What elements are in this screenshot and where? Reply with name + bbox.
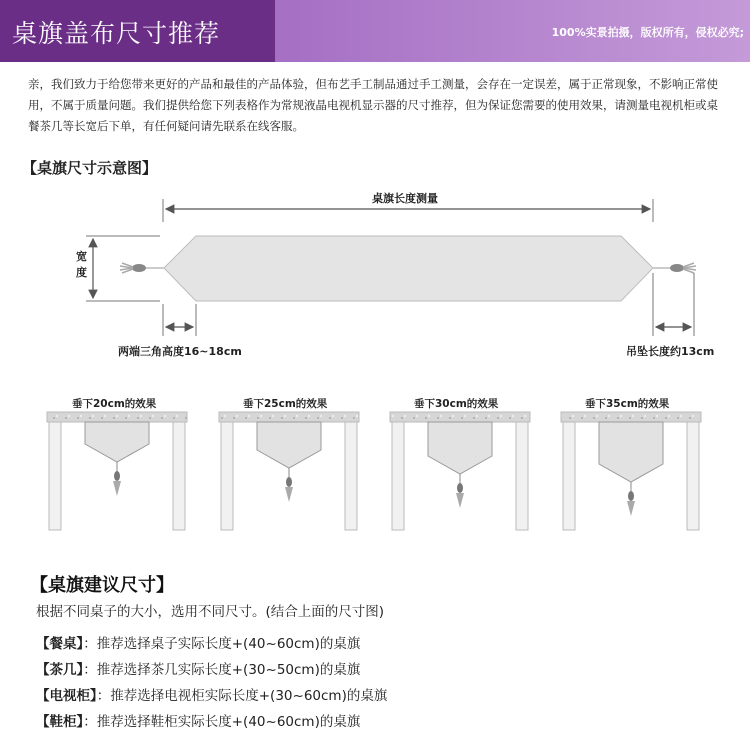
- width-label-1: 宽: [76, 250, 87, 263]
- runner-drop: [428, 422, 492, 474]
- recommend-item-name: 【茶几】: [36, 662, 84, 678]
- table-leg-right: [516, 422, 528, 530]
- pendant-bead: [628, 491, 634, 501]
- recommend-item-text: ：推荐选择电视柜实际长度+(30~60cm)的桌旗: [96, 688, 388, 704]
- table-runner-shape: [164, 236, 653, 301]
- table-leg-right: [173, 422, 185, 530]
- drop-label-25: 垂下25cm的效果: [243, 398, 328, 410]
- tassel-left: [120, 263, 164, 273]
- header-title-block: [0, 0, 275, 62]
- pendant-bead: [286, 477, 292, 487]
- triangle-label: 两端三角高度16~18cm: [118, 345, 242, 358]
- copyright-note: 100%实景拍摄，版权所有，侵权必究;: [551, 26, 744, 39]
- table-leg-left: [221, 422, 233, 530]
- recommend-item-dining: [36, 632, 360, 652]
- recommend-item-shoe-cabinet: [36, 710, 360, 730]
- pendant-tassel: [627, 501, 635, 516]
- pendant-tassel: [456, 493, 464, 508]
- runner-drop: [257, 422, 321, 468]
- runner-drop: [85, 422, 149, 462]
- runner-drop: [599, 422, 663, 482]
- recommend-title: 【桌旗建议尺寸】: [30, 575, 174, 596]
- recommend-item-name: 【餐桌】: [36, 636, 84, 652]
- pendant-tassel: [285, 487, 293, 502]
- table-leg-left: [392, 422, 404, 530]
- recommend-item-text: ：推荐选择鞋柜实际长度+(40~60cm)的桌旗: [83, 714, 361, 730]
- recommend-item-name: 【鞋柜】: [36, 714, 84, 730]
- width-label-2: 度: [76, 266, 87, 279]
- table-leg-left: [49, 422, 61, 530]
- recommend-item-coffee-table: [36, 658, 360, 678]
- drop-label-35: 垂下35cm的效果: [585, 398, 670, 410]
- table-leg-right: [345, 422, 357, 530]
- table-top: [390, 412, 530, 422]
- drop-label-20: 垂下20cm的效果: [72, 398, 157, 410]
- drop-label-30: 垂下30cm的效果: [414, 398, 499, 410]
- recommend-item-text: ：推荐选择茶几实际长度+(30~50cm)的桌旗: [83, 662, 361, 678]
- intro-paragraph: 亲，我们致力于给您带来更好的产品和最佳的产品体验，但布艺手工制品通过手工测量，会存在一定误差，属于正常现象，不影响正常使用，不属于质量问题。我们提供给您下列表格作为常规液晶电视机显示器的尺寸推荐，但为保证您需要的使用效果，请测量电视机柜或桌餐茶几等长宽后下单，有任何疑问请先联系在线客服。: [28, 77, 718, 133]
- recommend-item-tv-cabinet: [36, 684, 387, 704]
- recommend-item-name: 【电视柜】: [36, 688, 97, 704]
- pendant-label: 吊坠长度约13cm: [626, 345, 715, 358]
- recommend-subtitle: 根据不同桌子的大小，选用不同尺寸。(结合上面的尺寸图): [36, 604, 385, 620]
- table-leg-right: [687, 422, 699, 530]
- recommend-item-text: ：推荐选择桌子实际长度+(40~60cm)的桌旗: [83, 636, 361, 652]
- pendant-bead: [457, 483, 463, 493]
- table-top: [219, 412, 359, 422]
- pendant-tassel: [113, 481, 121, 496]
- header-note-block: [275, 0, 750, 62]
- table-leg-left: [563, 422, 575, 530]
- table-top: [561, 412, 701, 422]
- length-label: 桌旗长度测量: [372, 192, 438, 205]
- diagram-section-title: 【桌旗尺寸示意图】: [22, 159, 158, 177]
- page-title: 桌旗盖布尺寸推荐: [12, 19, 221, 48]
- tassel-right: [652, 263, 696, 273]
- header-banner: [0, 0, 750, 62]
- size-diagram: [0, 180, 750, 550]
- drop-illustrations: [47, 412, 701, 530]
- table-top: [47, 412, 187, 422]
- pendant-bead: [114, 471, 120, 481]
